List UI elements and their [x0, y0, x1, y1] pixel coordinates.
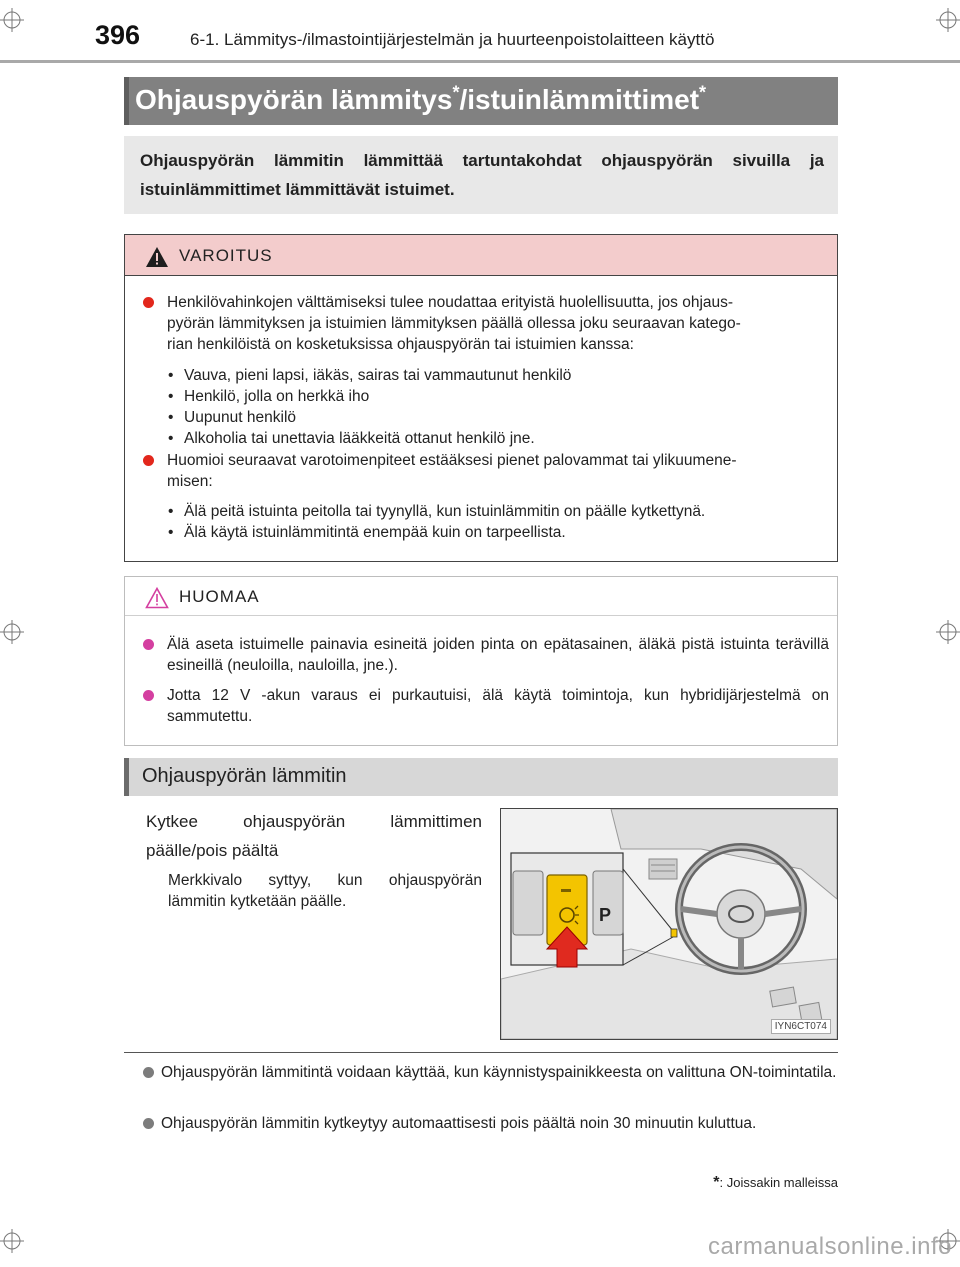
notice-bullet-dot — [143, 639, 154, 650]
indicator-description — [168, 870, 482, 912]
justified-line — [146, 807, 482, 836]
footnote-asterisk: * — [713, 1174, 720, 1191]
section-title-part2: /istuinlämmittimet — [459, 84, 700, 115]
dashboard-illustration — [501, 809, 837, 1039]
note-text: Ohjauspyörän lämmitintä voidaan käyttää, kun käynnistyspainikkeesta on valittuna ON-toimintatila. — [161, 1064, 837, 1081]
caution-triangle-icon — [145, 587, 169, 609]
running-title: 6-1. Lämmitys-/ilmastointijärjestelmän ja huurteenpoistolaitteen käyttö — [190, 30, 715, 49]
svg-text:P: P — [599, 905, 612, 925]
word: Kytkee — [146, 812, 198, 831]
list-item-text: Vauva, pieni lapsi, iäkäs, sairas tai vammautunut henkilö — [184, 367, 572, 384]
warning-text-line: Huomioi seuraavat varotoimenpiteet estääksesi pienet palovammat tai ylikuumene- — [167, 452, 737, 469]
warning-text-line: pyörän lämmityksen ja istuimien lämmityksen päällä ollessa joku seuraavan katego- — [167, 315, 741, 332]
word: ohjauspyörän — [243, 812, 346, 831]
section-divider — [124, 1052, 838, 1053]
warning-triangle-icon — [145, 246, 169, 268]
warning-text-line — [167, 334, 634, 355]
warning-bullet-dot — [143, 297, 154, 308]
header-rule — [0, 60, 960, 63]
crop-mark-mid-left — [0, 620, 24, 644]
notice-text: Jotta 12 V -akun varaus ei purkautuisi, älä käytä toimintoja, kun hybridijärjestelmä on sammutettu. — [167, 687, 829, 725]
warning-text-line — [167, 450, 736, 471]
list-item-text: Älä käytä istuinlämmitintä enempää kuin on tarpeellista. — [184, 524, 566, 541]
page-number: 396 — [95, 20, 141, 50]
note-bullet-dot — [143, 1118, 154, 1129]
intro-text: Ohjauspyörän lämmitin lämmittää tartuntakohdat ohjauspyörän sivuilla ja istuinlämmittimet lämmittävät istuimet. — [124, 136, 838, 214]
notice-bullet-dot — [143, 690, 154, 701]
warning-bullet-dot — [143, 455, 154, 466]
note-text: Ohjauspyörän lämmitin kytkeytyy automaattisesti pois päältä noin 30 minuutin kuluttua. — [161, 1115, 757, 1132]
section-title-band — [124, 77, 838, 125]
asterisk-mark: * — [452, 82, 460, 103]
crop-mark-top-right — [936, 8, 960, 32]
warning-text-line — [167, 292, 827, 313]
notice-label: HUOMAA — [179, 587, 260, 606]
warning-text-line: Henkilövahinkojen välttämiseksi tulee noudattaa erityistä huolellisuutta, jos ohjaus- — [167, 294, 734, 311]
word: syttyy, — [268, 872, 312, 889]
warning-text-line: rian henkilöistä on kosketuksissa ohjauspyörän tai istuimien kanssa: — [167, 336, 634, 353]
steering-heater-illustration — [500, 808, 838, 1040]
warning-header — [125, 235, 837, 276]
list-item-text: Uupunut henkilö — [184, 409, 297, 426]
notice-text: Älä aseta istuimelle painavia esineitä joiden pinta on epätasainen, äläkä pistä istuinta terävillä esineillä (neuloilla, nauloilla, jne.). — [167, 636, 829, 674]
indicator-line-2: lämmitin kytketään päälle. — [168, 893, 347, 910]
crop-mark-mid-right — [936, 620, 960, 644]
illustration-code: IYN6CT074 — [771, 1019, 831, 1034]
word: Merkkivalo — [168, 872, 243, 889]
word: lämmittimen — [390, 812, 482, 831]
list-item-text: Alkoholia tai unettavia lääkkeitä ottanut henkilö jne. — [184, 430, 535, 447]
steering-heater-description — [146, 807, 482, 865]
list-item-text: Älä peitä istuinta peitolla tai tyynyllä, kun istuinlämmitin on päälle kytkettynä. — [184, 503, 706, 520]
warning-label: VAROITUS — [179, 246, 273, 265]
warning-text-line — [167, 471, 213, 492]
word: kun — [337, 872, 363, 889]
subsection-title: Ohjauspyörän lämmitin — [142, 765, 347, 787]
subsection-title-band — [124, 758, 838, 796]
crop-mark-bottom-left — [0, 1229, 24, 1253]
page-header — [95, 20, 855, 54]
warning-text-line: misen: — [167, 473, 213, 490]
watermark: carmanualsonline.info — [708, 1233, 952, 1260]
notice-header — [125, 577, 837, 616]
section-title-part1: Ohjauspyörän lämmitys — [135, 84, 453, 115]
footnote — [713, 1174, 838, 1192]
word: ohjauspyörän — [388, 872, 482, 889]
description-line-2: päälle/pois päältä — [146, 841, 279, 860]
note-bullet-dot — [143, 1067, 154, 1078]
crop-mark-top-left — [0, 8, 24, 32]
section-title — [135, 84, 706, 116]
footnote-text: : Joissakin malleissa — [719, 1175, 838, 1190]
justified-line — [167, 292, 827, 313]
asterisk-mark: * — [699, 82, 707, 103]
list-item-text: Henkilö, jolla on herkkä iho — [184, 388, 370, 405]
justified-line — [168, 870, 482, 891]
warning-text-line — [167, 313, 741, 334]
